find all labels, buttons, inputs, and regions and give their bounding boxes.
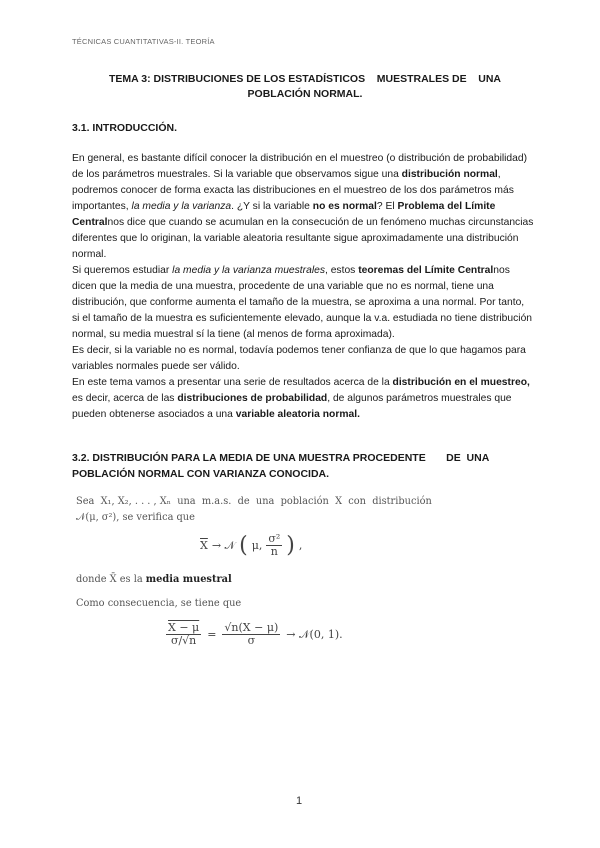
fraction-2 [222,622,280,647]
converges-normal: → 𝒩 [211,538,236,552]
math-text-line4: Como consecuencia, se tiene que [76,598,242,609]
text-run: donde X̄ es la [76,574,146,585]
fraction-1-denominator: σ/√n [170,634,197,647]
text-run: En general, es bastante difícil conocer la distribución en el muestreo (o distribución de probabilidad) de los parámetros muestrales. Si la variable que observamos sigue una [72,153,528,180]
sample-mean-distribution-formula [200,533,302,558]
math-text-line1: Sea X₁, X₂, . . . , Xₙ una m.a.s. de una población X con distribución [76,496,432,507]
section-heading-intro: 3.1. INTRODUCCIÓN. [72,122,178,134]
bold-term: distribución normal [401,169,498,180]
page-number: 1 [296,795,303,807]
chapter-title-line1: TEMA 3: DISTRIBUCIONES DE LOS ESTADÍSTICOS MUESTRALES DE UNA [108,73,502,85]
bold-term: media muestral [145,574,232,585]
text-run: , de algunos parámetros muestrales que pueden obtenerse asociados a una [72,393,512,420]
fraction-2-numerator: √n(X − μ) [224,621,279,634]
text-run: Si queremos estudiar [72,265,173,276]
fraction-1-numerator: X − μ [168,621,200,634]
text-run: nos dice que cuando se acumulan en la consecución de un fenómeno muchas circunstancias diferentes que lo originan, la variable aleatoria resultante sigue aproximadamente una distribución normal. [72,217,534,260]
section-heading-line2: POBLACIÓN NORMAL CON VARIANZA CONOCIDA. [72,468,330,480]
equals-sign: = [207,628,217,641]
text-run: . ¿Y si la variable [231,201,313,212]
bold-term: distribuciones de probabilidad [177,393,328,404]
bold-term: distribución en el muestreo, [392,377,530,388]
text-run: ? El [376,201,398,212]
mu-symbol: μ, [251,539,263,552]
math-text-line2: 𝒩(μ, σ²), se verifica que [76,512,195,523]
section-heading-line1: 3.2. DISTRIBUCIÓN PARA LA MEDIA DE UNA MUESTRA PROCEDENTE DE UNA [72,452,490,464]
bold-term: no es normal [312,201,377,212]
intro-paragraph-3: Es decir, si la variable no es normal, todavía podemos tener confianza de que lo que hagamos para variables normales puede ser válido. [72,345,526,372]
intro-body [72,151,534,423]
running-header: TÉCNICAS CUANTITATIVAS-II. TEORÍA [72,37,215,46]
italic-term: la media y la varianza muestrales [172,265,325,276]
text-run: nos dicen que la media de una muestra, procedente de una variable que no es normal, tiene una distribución, que conforme aumenta el tamaño de la muestra, se aproxima a una normal. Por tanto, si el tamaño de la muestra es suficientemente elevado, aunque la v.a. estudiada no tiene distribución normal, su media muestral sí la tiene (al menos de forma aproximada). [72,265,533,340]
fraction-2-denominator: σ [247,634,256,647]
comma: , [298,539,303,552]
text-run: , podremos conocer de forma exacta las distribuciones en el muestreo de los dos parámetros más importantes, [72,169,514,212]
text-run: es decir, acerca de las [72,393,178,404]
text-run: En este tema vamos a presentar una serie de resultados acerca de la [72,377,393,388]
variance-fraction [266,533,282,558]
chapter-title-line2: POBLACIÓN NORMAL. [247,88,363,100]
standardization-formula [166,622,343,647]
fraction-denominator: n [270,545,278,558]
text-run: , estos [324,265,359,276]
sample-mean-symbol: $\overline{X}$ [200,539,208,552]
math-text-line3 [76,574,232,585]
intro-paragraph-4 [72,375,534,423]
italic-term: la media y la varianza [131,201,232,212]
intro-paragraph-1 [72,151,534,263]
intro-paragraph-2 [72,263,534,343]
bold-term: Problema del Límite Central [72,201,496,228]
chapter-title [100,72,510,102]
converges-standard-normal: → 𝒩(0, 1). [286,627,343,641]
left-paren: ( [239,532,248,558]
fraction-1 [166,622,201,647]
section-heading-mean-distribution [72,450,490,482]
fraction-numerator: σ² [268,532,281,545]
right-paren: ) [286,532,295,558]
bold-term: teoremas del Límite Central [358,265,494,276]
bold-term: variable aleatoria normal. [235,409,360,420]
